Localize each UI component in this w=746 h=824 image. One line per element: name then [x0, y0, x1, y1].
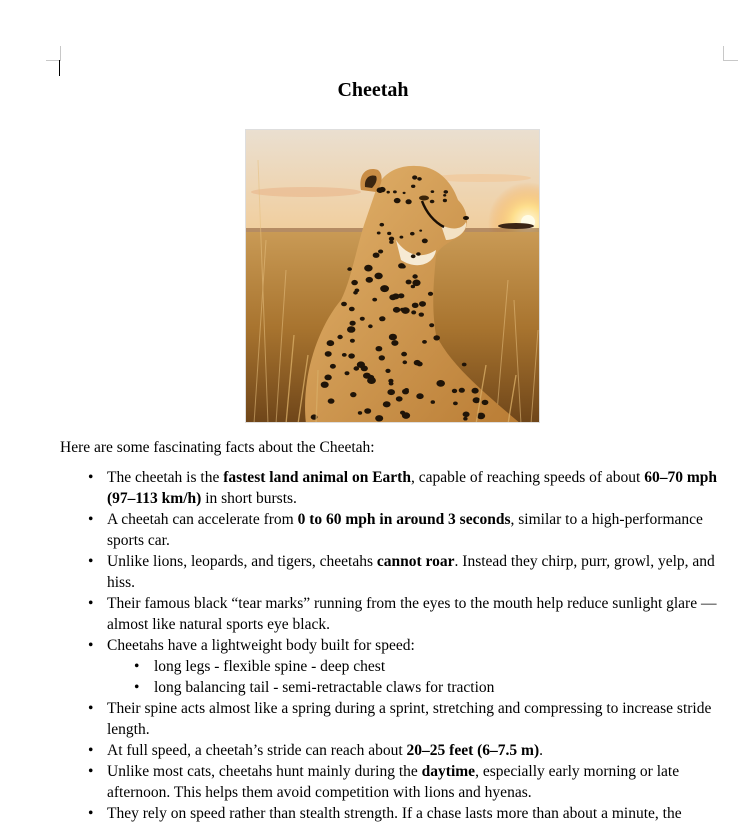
fur-spot	[402, 412, 410, 419]
fur-spot	[419, 230, 422, 232]
text-cursor	[59, 60, 60, 76]
list-item: • Their famous black “tear marks” running from the eyes to the mouth help reduce sunlight glare — almost like natural sports eye black.	[107, 593, 727, 635]
fur-spot	[406, 280, 412, 285]
fur-spot	[350, 321, 356, 326]
fur-spot	[363, 373, 371, 379]
facts-list	[107, 467, 727, 824]
fur-spot	[391, 340, 398, 346]
fur-spot	[364, 265, 372, 272]
list-item: • A cheetah can accelerate from 0 to 60 mph in around 3 seconds, similar to a high-performance sports car.	[107, 509, 727, 551]
fur-spot	[393, 307, 400, 313]
fur-spot	[350, 392, 356, 397]
fur-spot	[443, 194, 446, 197]
fur-spot	[453, 402, 458, 406]
fur-spot	[444, 190, 449, 194]
fur-spot	[330, 364, 336, 369]
fur-spot	[380, 285, 389, 292]
fur-spot	[430, 200, 435, 204]
fur-spot	[364, 408, 371, 414]
fur-spot	[462, 363, 467, 367]
crop-mark-top-left	[46, 46, 61, 61]
bold-text: 0 to 60 mph in around 3 seconds	[297, 511, 511, 528]
fur-spot	[463, 417, 467, 421]
bold-text: fastest land animal on Earth	[223, 469, 411, 486]
fur-spot	[431, 400, 435, 404]
sub-list-item: • long legs - flexible spine - deep chest	[107, 656, 727, 677]
fur-spot	[349, 307, 355, 312]
fur-spot	[379, 316, 385, 321]
fur-spot	[401, 352, 407, 357]
fur-spot	[394, 198, 401, 203]
fur-spot	[411, 285, 415, 289]
bold-text: 60–70 mph (97–113 km/h)	[107, 469, 717, 507]
fur-spot	[416, 252, 421, 256]
fur-spot	[347, 267, 352, 271]
fur-spot	[385, 369, 390, 373]
list-item: • They rely on speed rather than stealth strength. If a chase lasts more than about a minute, the	[107, 803, 727, 824]
sub-list-item: • long balancing tail - semi-retractable claws for traction	[107, 677, 727, 698]
fur-spot	[404, 388, 409, 392]
fur-spot	[347, 326, 355, 333]
fur-spot	[459, 388, 465, 393]
fur-spot	[482, 400, 489, 405]
fur-spot	[400, 236, 404, 239]
fur-spot	[375, 415, 383, 421]
fur-spot	[378, 250, 383, 254]
fur-spot	[411, 310, 416, 314]
fur-spot	[393, 190, 397, 193]
fur-spot	[400, 308, 404, 312]
fur-spot	[411, 185, 415, 188]
fur-spot	[341, 302, 347, 307]
fur-spot	[389, 382, 394, 386]
fur-spot	[403, 360, 408, 364]
fur-spot	[412, 274, 417, 278]
fur-spot	[389, 334, 397, 341]
fur-spot	[472, 388, 479, 394]
fur-spot	[387, 232, 391, 235]
fur-spot	[374, 273, 382, 280]
fur-spot	[417, 177, 422, 181]
fur-spot	[411, 254, 416, 258]
fur-spot	[379, 355, 385, 360]
fur-spot	[350, 339, 355, 343]
fur-spot	[401, 265, 406, 269]
document-title: Cheetah	[337, 79, 409, 101]
fur-spot	[324, 375, 331, 381]
fur-spot	[321, 382, 329, 388]
fur-spot	[354, 366, 360, 370]
fur-spot	[389, 237, 394, 241]
fur-spot	[412, 175, 417, 179]
crop-mark-top-right	[723, 46, 738, 61]
list-item	[107, 635, 727, 698]
fur-spot	[342, 353, 347, 357]
fur-spot	[419, 301, 426, 307]
list-item: • The cheetah is the fastest land animal on Earth, capable of reaching speeds of about 60–70 mph (97–113 km/h) in short bursts.	[107, 467, 727, 509]
fur-spot	[422, 340, 427, 344]
fur-spot	[452, 389, 457, 393]
list-item: • Unlike most cats, cheetahs hunt mainly during the daytime, especially early morning or late afternoon. This helps them avoid competition with lions and hyenas.	[107, 761, 727, 803]
list-item: • Their spine acts almost like a spring during a sprint, stretching and compressing to increase stride length.	[107, 698, 727, 740]
sub-list	[107, 656, 727, 698]
fur-spot	[348, 353, 355, 358]
fur-spot	[360, 317, 365, 321]
list-item: • At full speed, a cheetah’s stride can reach about 20–25 feet (6–7.5 m).	[107, 740, 727, 761]
fur-spot	[328, 398, 335, 403]
fur-spot	[436, 380, 445, 387]
fur-spot	[410, 232, 415, 236]
fur-spot	[443, 199, 447, 202]
fur-spot	[345, 371, 350, 375]
fur-spot	[429, 323, 434, 327]
bold-text: 20–25 feet (6–7.5 m)	[406, 742, 540, 759]
fur-spot	[389, 294, 396, 300]
fur-spot	[353, 291, 358, 295]
fur-spot	[379, 189, 382, 192]
fur-spot	[417, 362, 423, 367]
fur-spot	[463, 412, 470, 418]
fur-spot	[406, 199, 412, 204]
fur-spot	[433, 335, 440, 340]
fur-spot	[387, 191, 390, 194]
cheetah-image	[245, 129, 540, 423]
fur-spot	[416, 393, 423, 399]
fur-spot	[422, 239, 428, 244]
fur-spot	[377, 232, 381, 235]
fur-spot	[383, 401, 391, 407]
list-item: • Unlike lions, leopards, and tigers, cheetahs cannot roar. Instead they chirp, purr, growl, yelp, and hiss.	[107, 551, 727, 593]
fur-spot	[376, 346, 383, 351]
fur-spot	[428, 292, 433, 296]
fur-spot	[327, 340, 335, 346]
fur-spot	[373, 253, 380, 258]
list-item-text: Cheetahs have a lightweight body built for speed:	[107, 637, 415, 654]
fur-spot	[358, 411, 362, 415]
fur-spot	[351, 280, 358, 285]
fur-spot	[380, 223, 385, 227]
fur-spot	[372, 298, 377, 302]
fur-spot	[431, 190, 435, 193]
fur-spot	[325, 351, 332, 357]
fur-spot	[337, 335, 342, 339]
fur-spot	[368, 324, 373, 328]
fur-spot	[419, 313, 424, 317]
fur-spot	[366, 277, 373, 283]
fur-spot	[412, 303, 419, 308]
fur-spot	[396, 396, 403, 401]
fur-spot	[387, 389, 395, 395]
intro-paragraph: Here are some fascinating facts about the Cheetah:	[60, 439, 375, 456]
bold-text: cannot roar	[376, 553, 455, 570]
bold-text: daytime	[421, 763, 476, 780]
fur-spot	[403, 192, 406, 194]
